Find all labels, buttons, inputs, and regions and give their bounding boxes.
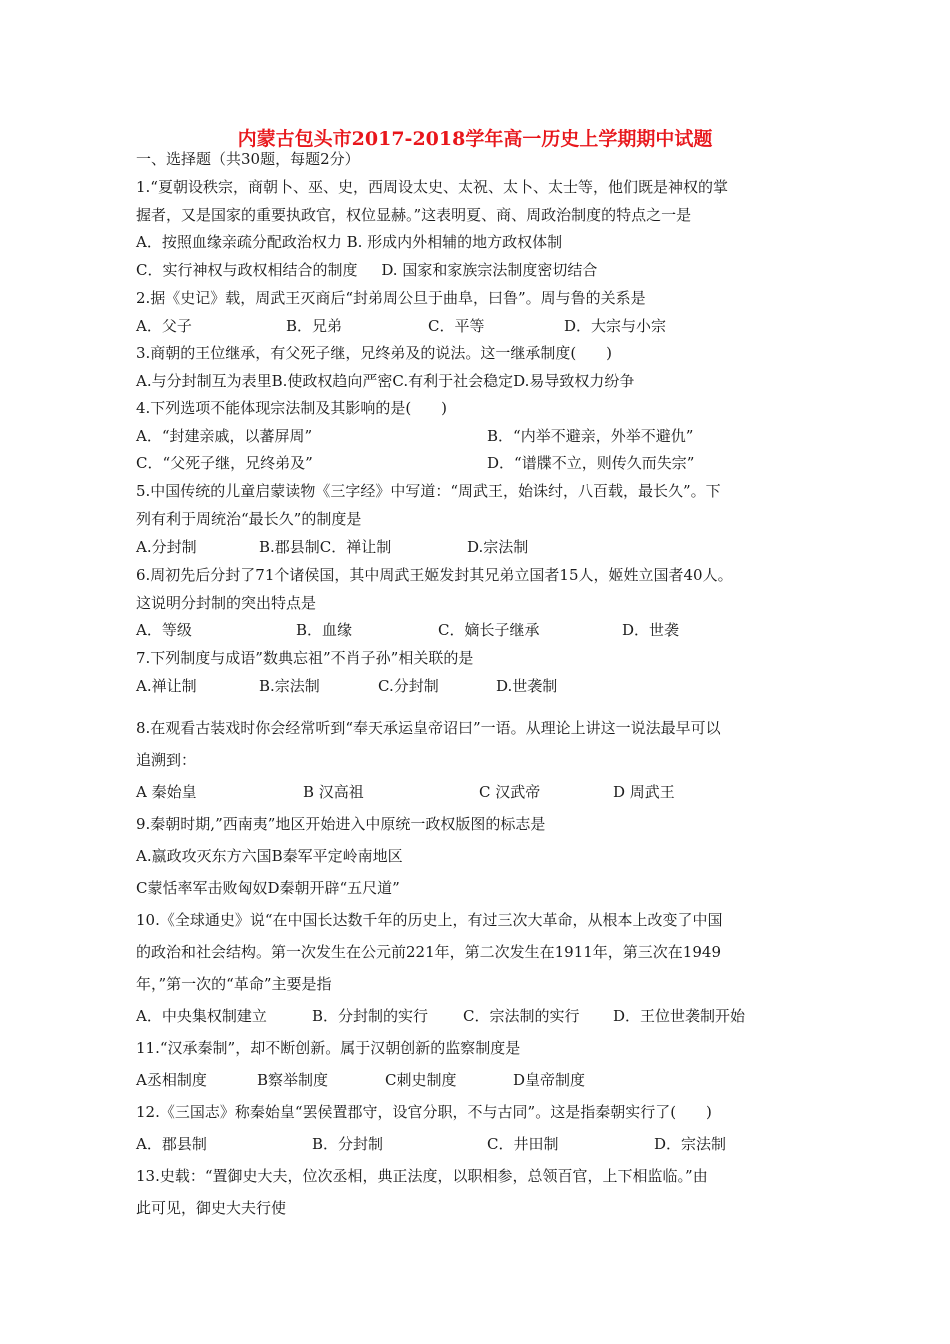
question-6-line-2: 这说明分封制的突出特点是 bbox=[136, 594, 317, 612]
question-10-option-b: B．分封制的实行 bbox=[312, 1007, 429, 1025]
question-9-stem: 9.秦朝时期,”西南夷”地区开始进入中原统一政权版图的标志是 bbox=[136, 815, 546, 833]
question-7-option-a: A.禅让制 bbox=[136, 677, 197, 695]
question-6-option-d: D．世袭 bbox=[622, 621, 680, 639]
question-4-option-a: A．“封建亲戚，以蕃屏周” bbox=[136, 427, 313, 445]
question-2-stem: 2.据《史记》载，周武王灭商后“封弟周公旦于曲阜，曰鲁”。周与鲁的关系是 bbox=[136, 289, 646, 307]
question-11-stem: 11.“汉承秦制”，却不断创新。属于汉朝创新的监察制度是 bbox=[136, 1039, 521, 1057]
question-2-option-a: A．父子 bbox=[136, 317, 192, 335]
question-7-option-b: B.宗法制 bbox=[259, 677, 320, 695]
question-12-option-b: B．分封制 bbox=[312, 1135, 384, 1153]
exam-title: 内蒙古包头市2017-2018学年高一历史上学期期中试题 bbox=[237, 128, 713, 150]
question-12-option-a: A．郡县制 bbox=[136, 1135, 207, 1153]
question-5-line-1: 5.中国传统的儿童启蒙读物《三字经》中写道：“周武王，始诛纣，八百载，最长久”。下 bbox=[136, 482, 721, 500]
question-8-option-a: A 秦始皇 bbox=[136, 783, 197, 801]
question-6-line-1: 6.周初先后分封了71个诸侯国，其中周武王姬发封其兄弟立国者15人，姬姓立国者40人。 bbox=[136, 566, 733, 584]
question-6-option-c: C．嫡长子继承 bbox=[438, 621, 540, 639]
question-5-option-bc: B.郡县制C．禅让制 bbox=[259, 538, 392, 556]
question-7-option-c: C.分封制 bbox=[378, 677, 439, 695]
section-heading: 一、选择题（共30题，每题2分） bbox=[136, 150, 360, 168]
question-7-stem: 7.下列制度与成语”数典忘祖”不肖子孙”相关联的是 bbox=[136, 649, 474, 667]
question-10-line-2: 的政治和社会结构。第一次发生在公元前221年，第二次发生在1911年，第三次在1949 bbox=[136, 943, 721, 961]
question-4-option-b: B．“内举不避亲，外举不避仇” bbox=[487, 427, 694, 445]
question-2-option-c: C．平等 bbox=[428, 317, 485, 335]
question-11-option-d: D皇帝制度 bbox=[513, 1071, 586, 1089]
question-10-option-c: C．宗法制的实行 bbox=[463, 1007, 580, 1025]
question-5-line-2: 列有利于周统治“最长久”的制度是 bbox=[136, 510, 362, 528]
question-1-options-cd: C．实行神权与政权相结合的制度 D. 国家和家族宗法制度密切结合 bbox=[136, 261, 598, 279]
question-4-option-d: D．“谱牒不立，则传久而失宗” bbox=[487, 454, 695, 472]
question-12-stem: 12.《三国志》称秦始皇“罢侯置郡守，设官分职，不与古同”。这是指秦朝实行了( ) bbox=[136, 1103, 712, 1121]
question-2-option-b: B．兄弟 bbox=[286, 317, 343, 335]
question-3-options: A.与分封制互为表里B.使政权趋向严密C.有利于社会稳定D.易导致权力纷争 bbox=[136, 372, 635, 390]
question-10-line-1: 10.《全球通史》说“在中国长达数千年的历史上，有过三次大革命，从根本上改变了中国 bbox=[136, 911, 723, 929]
question-5-option-d: D.宗法制 bbox=[467, 538, 529, 556]
question-6-option-a: A．等级 bbox=[136, 621, 192, 639]
question-13-line-1: 13.史载：“置御史大夫，位次丞相，典正法度，以职相参，总领百官，上下相监临。”由 bbox=[136, 1167, 708, 1185]
question-8-option-c: C 汉武帝 bbox=[479, 783, 541, 801]
question-12-option-c: C．井田制 bbox=[487, 1135, 559, 1153]
question-10-line-3: 年，”第一次的“革命”主要是指 bbox=[136, 975, 332, 993]
question-9-options-cd: C蒙恬率军击败匈奴D秦朝开辟“五尺道” bbox=[136, 879, 400, 897]
question-5-option-a: A.分封制 bbox=[136, 538, 197, 556]
question-8-line-1: 8.在观看古装戏时你会经常听到“奉天承运皇帝诏曰”一语。从理论上讲这一说法最早可以 bbox=[136, 719, 721, 737]
question-3-stem: 3.商朝的王位继承，有父死子继，兄终弟及的说法。这一继承制度( ) bbox=[136, 344, 613, 362]
question-11-option-a: A丞相制度 bbox=[136, 1071, 207, 1089]
question-9-options-ab: A.嬴政攻灭东方六国B秦军平定岭南地区 bbox=[136, 847, 403, 865]
question-10-option-d: D．王位世袭制开始 bbox=[613, 1007, 746, 1025]
question-1-line-2: 握者，又是国家的重要执政官，权位显赫。”这表明夏、商、周政治制度的特点之一是 bbox=[136, 206, 692, 224]
question-4-stem: 4.下列选项不能体现宗法制及其影响的是( ) bbox=[136, 399, 448, 417]
question-2-option-d: D．大宗与小宗 bbox=[564, 317, 667, 335]
question-1-options-ab: A．按照血缘亲疏分配政治权力 B. 形成内外相辅的地方政权体制 bbox=[136, 233, 563, 251]
question-7-option-d: D.世袭制 bbox=[496, 677, 558, 695]
question-8-line-2: 追溯到： bbox=[136, 751, 197, 769]
question-11-option-b: B察举制度 bbox=[257, 1071, 329, 1089]
question-12-option-d: D．宗法制 bbox=[654, 1135, 727, 1153]
question-8-option-b: B 汉高祖 bbox=[303, 783, 364, 801]
question-11-option-c: C刺史制度 bbox=[385, 1071, 457, 1089]
question-8-option-d: D 周武王 bbox=[613, 783, 675, 801]
question-4-option-c: C．“父死子继，兄终弟及” bbox=[136, 454, 313, 472]
question-10-option-a: A．中央集权制建立 bbox=[136, 1007, 267, 1025]
question-6-option-b: B．血缘 bbox=[296, 621, 353, 639]
question-13-line-2: 此可见，御史大夫行使 bbox=[136, 1199, 287, 1217]
question-1-line-1: 1.“夏朝设秩宗，商朝卜、巫、史，西周设太史、太祝、太卜、太士等，他们既是神权的掌 bbox=[136, 178, 728, 196]
